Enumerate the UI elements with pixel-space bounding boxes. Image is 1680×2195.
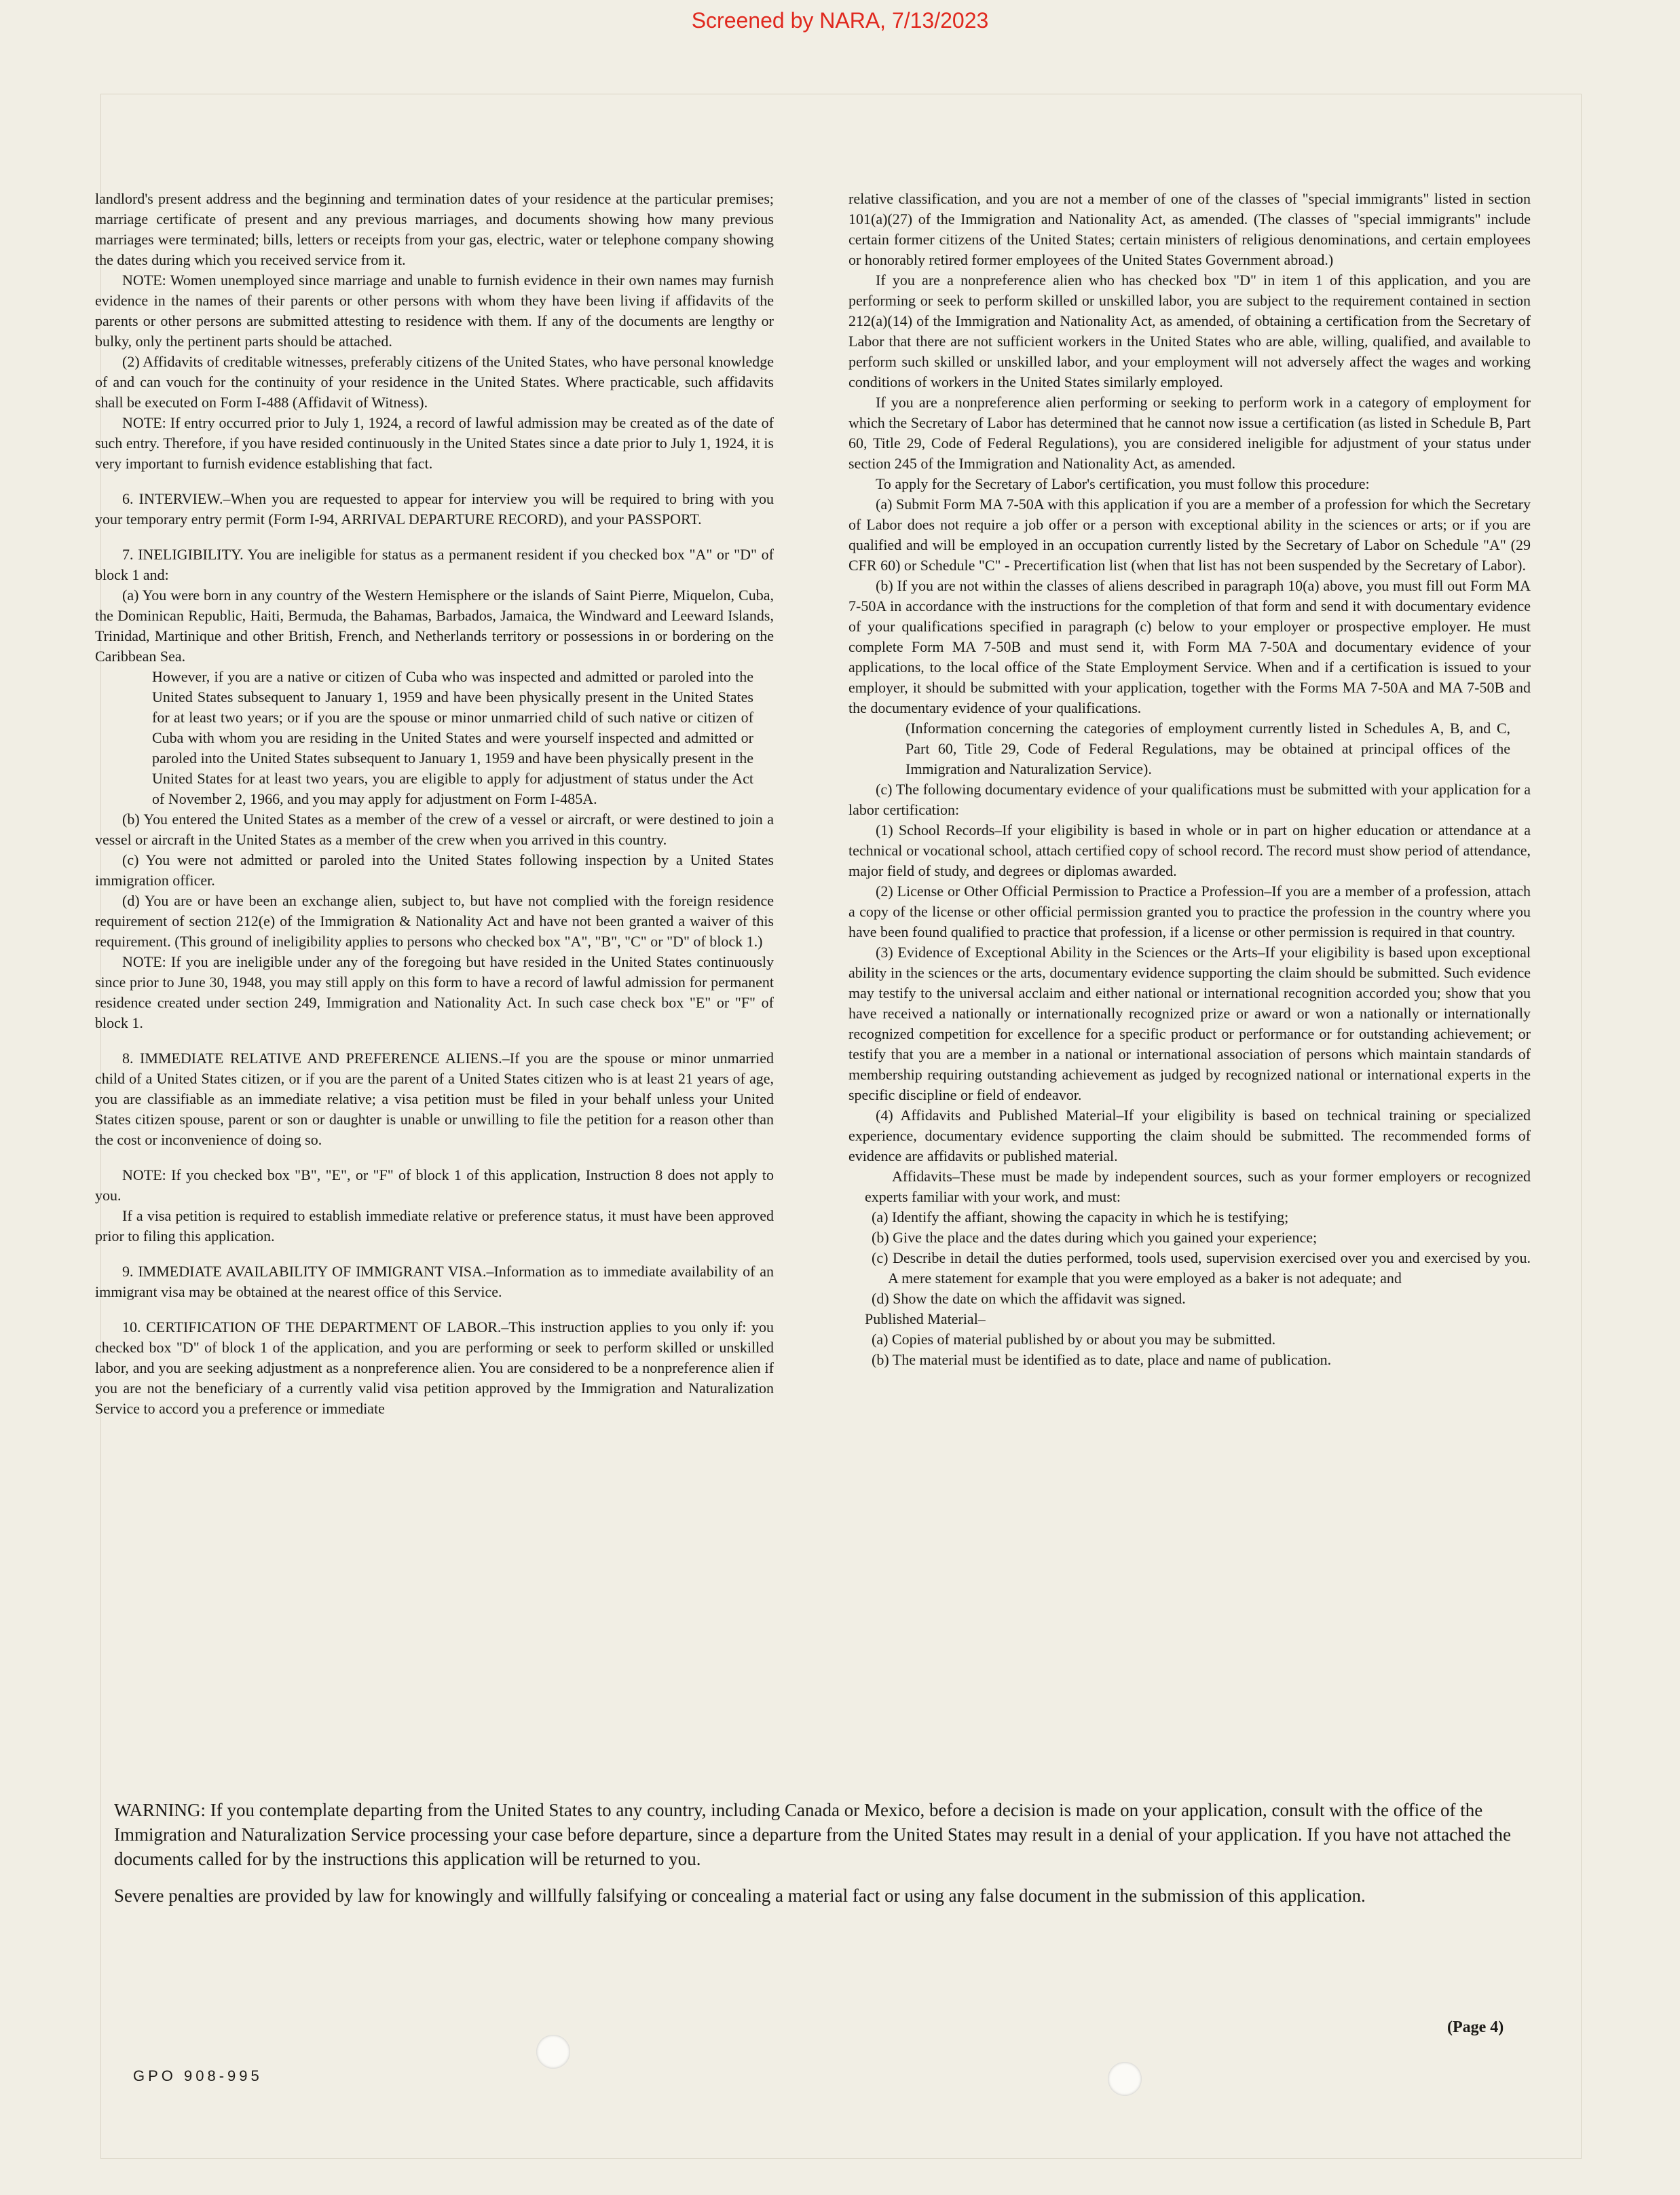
penalties-text: Severe penalties are provided by law for knowingly and willfully falsifying or concealing a material fact or using any false document in the submission of this application.	[114, 1885, 1366, 1906]
section-ineligibility: 7. INELIGIBILITY. You are ineligible for status as a permanent resident if you checked box "A" or "D" of block 1 and:	[95, 546, 774, 583]
affidavits-intro: Affidavits–These must be made by independent sources, such as your former employers or recognized experts familiar with your work, and must:	[865, 1168, 1531, 1205]
paragraph: If you are a nonpreference alien performing or seeking to perform work in a category of employment for which the Secretary of Labor has determined that he cannot now issue a certification (as listed in Schedule B, Part 60, Title 29, Code of Federal Regulations), you are considered ineligible for adjustment of your status under section 245 of the Immigration and Nationality Act, as amended.	[848, 394, 1531, 472]
punch-hole	[536, 2035, 570, 2069]
warning-text: WARNING: If you contemplate departing from the United States to any country, including Canada or Mexico, before a decision is made on your application, consult with the office of the Immigration and Naturalization Service processing your case before departure, since a departure from the United States may result in a denial of your application. If you have not attached the documents called for by the instructions this application will be returned to you.	[114, 1800, 1511, 1869]
gpo-code: GPO 908-995	[133, 2067, 263, 2084]
list-item: (a) Copies of material published by or about you may be submitted.	[872, 1331, 1276, 1348]
paragraph: NOTE: If you checked box "B", "E", or "F" of block 1 of this application, Instruction 8 does not apply to you.	[95, 1166, 774, 1204]
list-item: (d) Show the date on which the affidavit was signed.	[872, 1290, 1186, 1307]
punch-hole	[1108, 2062, 1142, 2096]
section-visa-availability: 9. IMMEDIATE AVAILABILITY OF IMMIGRANT VISA.–Information as to immediate availability of an immigrant visa may be obtained at the nearest office of this Service.	[95, 1263, 774, 1300]
paragraph: (d) You are or have been an exchange alien, subject to, but have not complied with the foreign residence requirement of section 212(e) of the Immigration & Nationality Act and have not been granted a waiver of this requirement. (This ground of ineligibility applies to persons who checked box "A", "B", "C" or "D" of block 1.)	[95, 892, 774, 950]
section-interview: 6. INTERVIEW.–When you are requested to appear for interview you will be required to bring with you your temporary entry permit (Form I-94, ARRIVAL DEPARTURE RECORD), and your PASSPORT.	[95, 490, 774, 528]
nara-stamp: Screened by NARA, 7/13/2023	[691, 8, 989, 33]
paragraph: (3) Evidence of Exceptional Ability in the Sciences or the Arts–If your eligibility is based upon exceptional ability in the sciences or the arts, documentary evidence supporting the claim should be submitted. Such evidence may testify to the universal acclaim and either national or international recognition accorded you; show that you have received a nationally or internationally recognized prize or award or won a nationally or internationally recognized competition for excellence for a specific product or performance or for outstanding achievement; or testify that you are a member in a national or international association of persons which maintain standards of membership requiring outstanding achievement as judged by recognized national or international experts in the specific discipline or field of endeavor.	[848, 944, 1531, 1103]
paragraph: (c) You were not admitted or paroled into the United States following inspection by a United States immigration officer.	[95, 851, 774, 889]
paragraph: NOTE: Women unemployed since marriage and unable to furnish evidence in their own names may furnish evidence in the names of their parents or other persons with whom they have been living if affidavits of the parents or other persons are submitted attesting to residence with them. If any of the documents are lengthy or bulky, only the pertinent parts should be attached.	[95, 272, 774, 350]
paragraph: (b) You entered the United States as a member of the crew of a vessel or aircraft, or were destined to join a vessel or aircraft in the United States as a member of the crew when you arrived in this country.	[95, 811, 774, 848]
information-note: (Information concerning the categories of employment currently listed in Schedules A, B, and C, Part 60, Title 29, Code of Federal Regulations, may be obtained at principal offices of the Immigration and Naturalization Service).	[906, 720, 1510, 777]
paragraph: (1) School Records–If your eligibility is based in whole or in part on higher education or attendance at a technical or vocational school, attach certified copy of school record. The record must show period of attendance, major field of study, and degrees or diplomas awarded.	[848, 822, 1531, 879]
paragraph: (b) If you are not within the classes of aliens described in paragraph 10(a) above, you must fill out Form MA 7-50A in accordance with the instructions for the completion of that form and send it with documentary evidence of your qualifications specified in paragraph (c) below to your employer or prospective employer. He must complete Form MA 7-50B and must send it, with Form MA 7-50A and documentary evidence of your applications, to the local office of the State Employment Service. When and if a certification is issued to your employer, it should be submitted with your application, together with the Forms MA 7-50A and MA 7-50B and the documentary evidence of your qualifications.	[848, 577, 1531, 716]
paragraph: (a) Submit Form MA 7-50A with this application if you are a member of a profession for which the Secretary of Labor does not require a job offer or a person with exceptional ability in the sciences or arts; or if you are qualified and will be employed in an occupation currently listed by the Secretary of Labor on Schedule "A" (29 CFR 60) or Schedule "C" - Precertification list (when that list has not been suspended by the Secretary of Labor).	[848, 496, 1531, 574]
section-immediate-relative: 8. IMMEDIATE RELATIVE AND PREFERENCE ALIENS.–If you are the spouse or minor unmarried child of a United States citizen, or if you are the parent of a United States citizen who is at least 21 years of age, you are classifiable as an immediate relative; a visa petition must be filed in your behalf unless your United States citizen spouse, parent or son or daughter is unable or unwilling to file the petition for a reason other than the cost or inconvenience of doing so.	[95, 1050, 774, 1148]
paragraph: If you are a nonpreference alien who has checked box "D" in item 1 of this application, and you are performing or seek to perform skilled or unskilled labor, you are subject to the requirement contained in section 212(a)(14) of the Immigration and Nationality Act, as amended, of obtaining a certification from the Secretary of Labor that there are not sufficient workers in the United States who are able, willing, qualified, and available to perform such skilled or unskilled labor, and your employment will not adversely affect the wages and working conditions of workers in the United States similarly employed.	[848, 272, 1531, 390]
warning-block	[114, 1798, 1539, 1920]
list-item: (b) The material must be identified as to date, place and name of publication.	[872, 1351, 1332, 1368]
paragraph: (c) The following documentary evidence of your qualifications must be submitted with your application for a labor certification:	[848, 781, 1531, 818]
list-item: (b) Give the place and the dates during which you gained your experience;	[872, 1229, 1318, 1246]
paragraph: (a) You were born in any country of the Western Hemisphere or the islands of Saint Pierre, Miquelon, Cuba, the Dominican Republic, Haiti, Bermuda, the Bahamas, Barbados, Jamaica, the Windward and Leeward Islands, Trinidad, Martinique and other British, French, and Netherlands territory or possessions in or bordering on the Caribbean Sea.	[95, 587, 774, 665]
cuba-exception: However, if you are a native or citizen of Cuba who was inspected and admitted or paroled into the United States subsequent to January 1, 1959 and have been physically present in the United States for at least two years; or if you are the spouse or minor unmarried child of such native or citizen of Cuba with whom you are residing in the United States and were yourself inspected and admitted or paroled into the United States subsequent to January 1, 1959 and have been physically present in the United States for at least two years, you are eligible to apply for adjustment of status under the Act of November 2, 1966, and you may apply for adjustment on Form I-485A.	[152, 668, 753, 807]
left-column	[95, 189, 774, 1419]
list-item: (a) Identify the affiant, showing the capacity in which he is testifying;	[872, 1209, 1289, 1225]
list-item: (c) Describe in detail the duties performed, tools used, supervision exercised over you and exercised by you. A mere statement for example that you were employed as a baker is not adequate; and	[872, 1249, 1531, 1287]
paragraph: NOTE: If entry occurred prior to July 1, 1924, a record of lawful admission may be created as of the date of such entry. Therefore, if you have resided continuously in the United States since a date prior to July 1, 1924, it is very important to furnish evidence establishing that fact.	[95, 414, 774, 472]
paragraph: (4) Affidavits and Published Material–If your eligibility is based on technical training or specialized experience, documentary evidence supporting the claim should be submitted. The recommended forms of evidence are affidavits or published material.	[848, 1107, 1531, 1164]
paragraph: If a visa petition is required to establish immediate relative or preference status, it must have been approved prior to filing this application.	[95, 1207, 774, 1244]
paragraph: NOTE: If you are ineligible under any of the foregoing but have resided in the United States continuously since prior to June 30, 1948, you may still apply on this form to have a record of lawful admission for permanent residence created under section 249, Immigration and Nationality Act. In such case check box "E" or "F" of block 1.	[95, 953, 774, 1031]
paragraph: relative classification, and you are not a member of one of the classes of "special immigrants" listed in section 101(a)(27) of the Immigration and Nationality Act, as amended. (The classes of "special immigrants" include certain former citizens of the United States; certain ministers of religious denominations, and certain employees or honorably retired former employees of the United States Government abroad.)	[848, 190, 1531, 268]
page-number: (Page 4)	[1447, 2018, 1504, 2036]
section-labor-certification: 10. CERTIFICATION OF THE DEPARTMENT OF LABOR.–This instruction applies to you only if: you checked box "D" of block 1 of the application, and you are performing or seek to perform skilled or unskilled labor, and you are seeking adjustment as a nonpreference alien. You are considered to be a nonpreference alien if you are not the beneficiary of a currently valid visa petition approved by the Immigration and Naturalization Service to accord you a preference or immediate	[95, 1318, 774, 1417]
right-column	[848, 189, 1531, 1370]
paragraph: To apply for the Secretary of Labor's certification, you must follow this procedure:	[876, 475, 1370, 492]
paragraph: (2) Affidavits of creditable witnesses, preferably citizens of the United States, who have personal knowledge of and can vouch for the continuity of your residence in the United States. Where practicable, such affidavits shall be executed on Form I-488 (Affidavit of Witness).	[95, 353, 774, 411]
published-material-heading: Published Material–	[865, 1310, 986, 1327]
paragraph: (2) License or Other Official Permission to Practice a Profession–If you are a member of a profession, attach a copy of the license or other official permission granted you to practice the profession in the country where you have been found qualified to practice that profession, if a license or other permission is required in that country.	[848, 883, 1531, 940]
paragraph: landlord's present address and the beginning and termination dates of your residence at the particular premises; marriage certificate of present and any previous marriages, and documents showing how many previous marriages were terminated; bills, letters or receipts from your gas, electric, water or telephone company showing the dates during which you received service from it.	[95, 190, 774, 268]
